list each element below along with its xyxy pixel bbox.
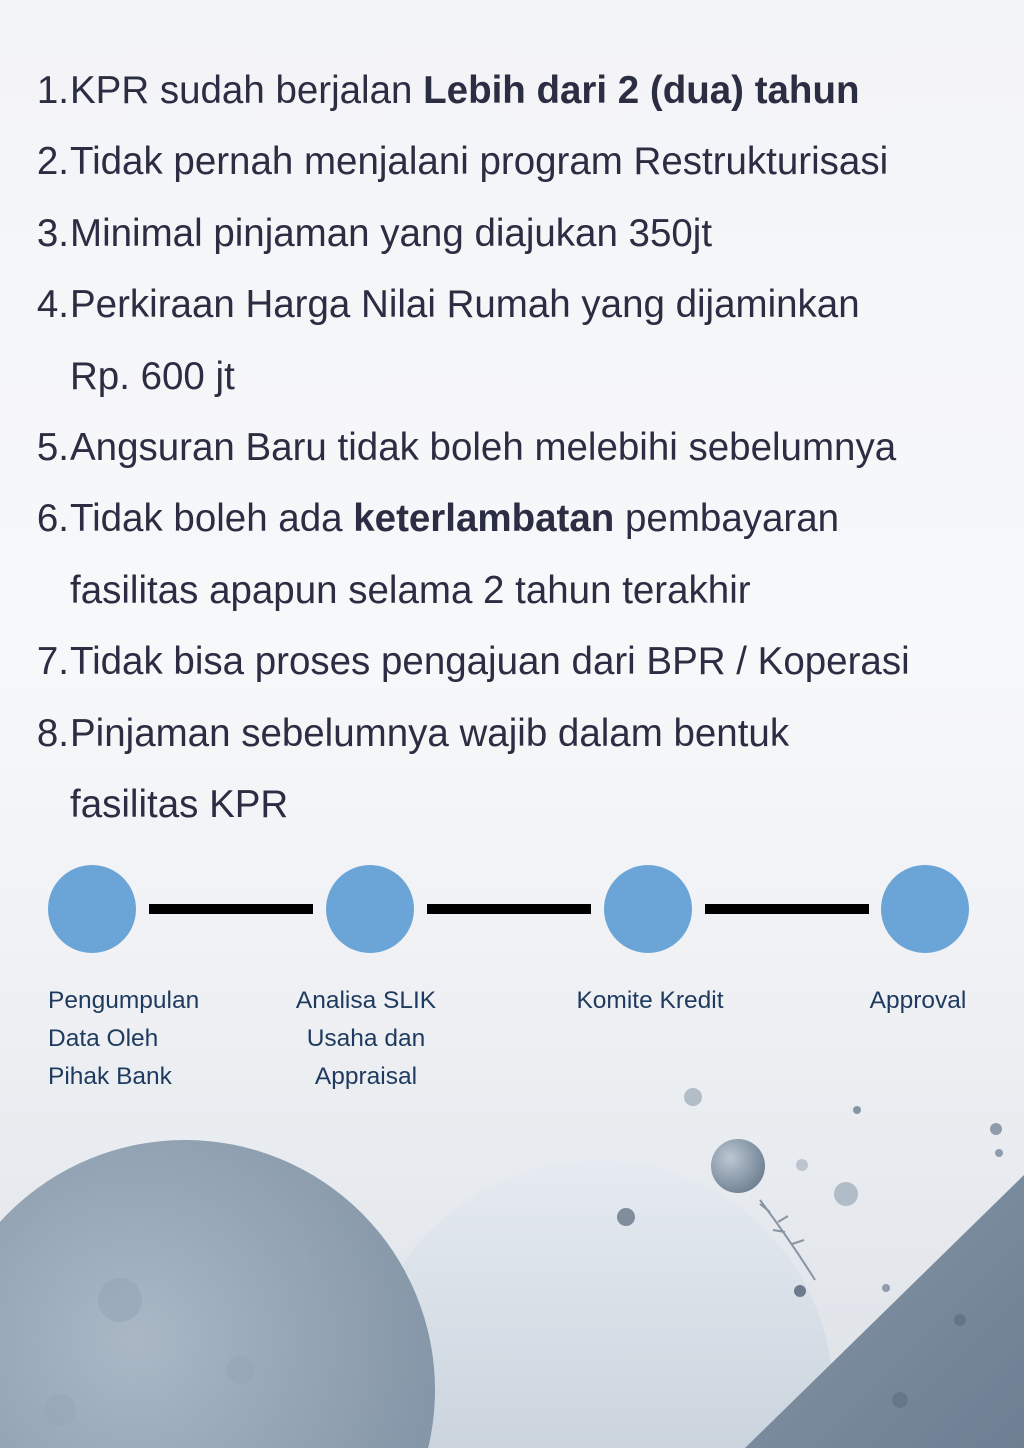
requirement-text [69,698,1024,841]
requirement-item [0,483,1024,626]
requirement-item [0,55,1024,126]
requirement-number: 1. [36,69,69,112]
step-connector [705,904,869,914]
requirement-number: 5. [36,426,69,470]
planet-left [0,1140,435,1448]
step-circle-4 [881,865,969,953]
requirement-item [0,698,1024,841]
step-label-1: Pengumpulan Data Oleh Pihak Bank [48,987,200,1090]
requirement-text-line2: fasilitas KPR [70,783,289,827]
step-label-3: Komite Kredit [576,987,724,1014]
requirement-text [69,55,1024,126]
requirement-text [69,269,1024,412]
requirement-text [69,483,1024,626]
step-connector [427,904,591,914]
requirement-item [0,198,1024,269]
requirement-number: 4. [36,283,69,327]
requirement-number: 3. [36,211,69,255]
requirement-text: Minimal pinjaman yang diajukan 350jt [70,211,713,255]
step-connector [149,904,313,914]
step-label-2: Analisa SLIK Usaha dan Appraisal [295,987,437,1090]
requirement-text: Tidak bisa proses pengajuan dari BPR / Koperasi [70,640,910,684]
requirement-text-part: KPR sudah berjalan [70,69,424,112]
requirement-text-line2: fasilitas apapun selama 2 tahun terakhir [70,568,751,612]
step-circle-1 [48,865,136,953]
requirement-text-part: pembayaran [614,497,840,541]
requirement-item [0,269,1024,412]
requirement-text-bold: keterlambatan [353,497,615,541]
requirement-item [0,412,1024,483]
requirement-text-bold: Lebih dari 2 (dua) tahun [423,69,860,112]
requirement-number: 2. [36,140,69,184]
requirement-number: 8. [36,711,69,755]
requirement-text-part: Pinjaman sebelumnya wajib dalam bentuk [70,711,790,755]
requirement-number: 7. [36,640,69,684]
step-label-4: Approval [869,987,967,1014]
requirement-number: 6. [36,497,69,541]
requirements-list [0,55,1024,840]
requirement-item [0,626,1024,697]
requirement-text: Tidak pernah menjalani program Restrukturisasi [70,140,889,184]
step-circle-3 [604,865,692,953]
requirement-text-line2: Rp. 600 jt [70,354,235,398]
step-circle-2 [326,865,414,953]
requirement-item [0,126,1024,197]
requirement-text-part: Tidak boleh ada [70,497,354,541]
requirement-text: Angsuran Baru tidak boleh melebihi sebelumnya [70,426,897,470]
process-steps [0,860,1024,1100]
requirement-text-part: Perkiraan Harga Nilai Rumah yang dijaminkan [70,283,860,327]
